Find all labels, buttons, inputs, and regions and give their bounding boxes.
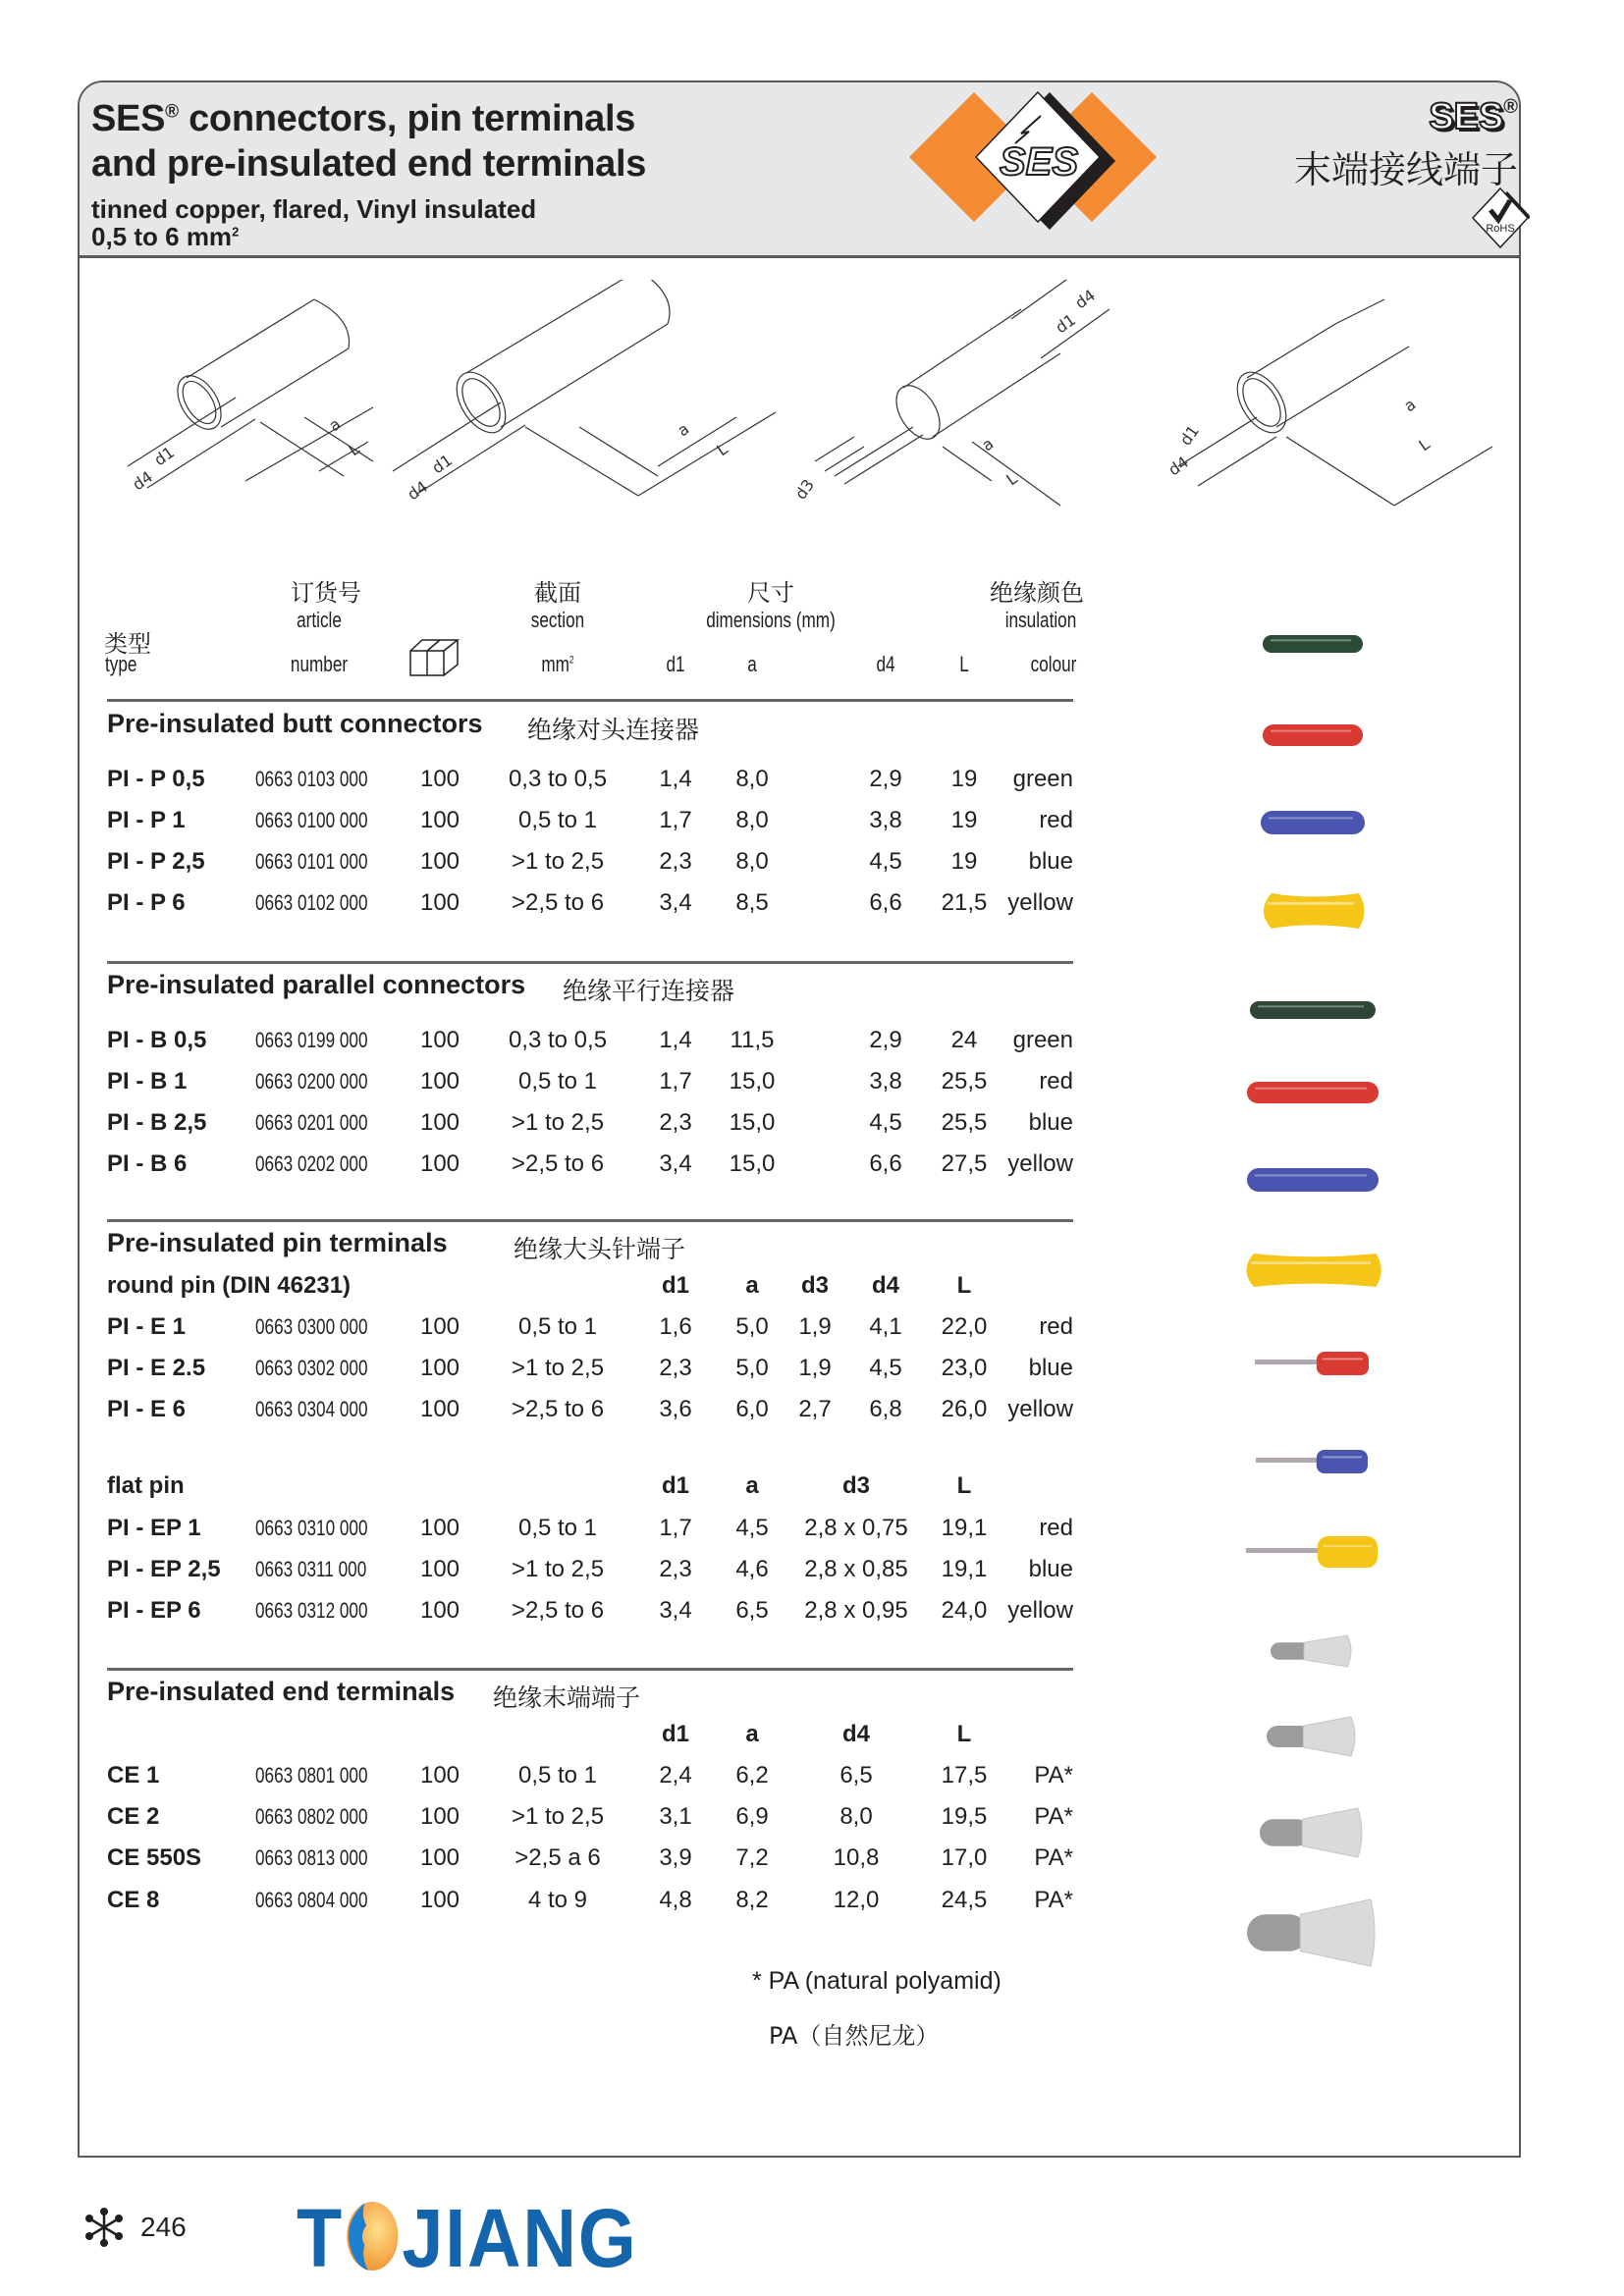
diagram-pin-terminal [791, 280, 1110, 506]
technical-drawings [88, 280, 1512, 535]
col-insulation: insulation [1004, 608, 1077, 632]
section-title-cn: 绝缘大头针端子 [514, 1236, 686, 1263]
cell-L: 19,5 [941, 1803, 988, 1830]
cell-section: >1 to 2,5 [511, 1556, 605, 1582]
footnote-cn: PA（自然尼龙） [769, 2022, 940, 2050]
cell-section: 0,3 to 0,5 [508, 766, 608, 792]
cell-qty: 100 [419, 1803, 460, 1830]
cell-d4: 3,8 [869, 807, 902, 833]
cell-L: 17,0 [941, 1844, 988, 1871]
cell-type: PI - B 6 [107, 1150, 188, 1177]
cell-a: 15,0 [729, 1068, 776, 1095]
cell-a: 15,0 [729, 1150, 776, 1177]
cell-d1: 1,7 [659, 807, 692, 833]
cell-d4: 4,1 [869, 1313, 902, 1340]
cell-qty: 100 [419, 1597, 460, 1624]
cell-d3: 1,9 [798, 1313, 832, 1340]
cell-a: 6,0 [735, 1396, 769, 1422]
globe-icon [346, 2200, 401, 2272]
cell-d4: 6,6 [869, 1150, 902, 1177]
col-insulation-cn: 绝缘颜色 [990, 580, 1084, 607]
subsection-flat-pin: flat pin [107, 1472, 185, 1499]
cell-L: 24,5 [941, 1887, 988, 1913]
cell-type: PI - E 6 [107, 1396, 187, 1422]
cell-d1: 2,3 [659, 1109, 692, 1136]
cell-L: 19,1 [941, 1515, 988, 1541]
section-title: Pre-insulated butt connectors [107, 709, 483, 738]
cell-type: PI - P 6 [107, 889, 186, 916]
divider [107, 1668, 1073, 1671]
page-title-line1: SES® connectors, pin terminals [91, 98, 636, 139]
cell-qty: 100 [419, 1844, 460, 1871]
ses-logo-text: SES [999, 140, 1079, 184]
cell-d1: 2,3 [659, 848, 692, 875]
cell-colour: red [1039, 807, 1073, 833]
page-title-line2: and pre-insulated end terminals [91, 143, 647, 185]
cell-article: 0663 0804 000 [255, 1888, 368, 1912]
col-type: type [105, 652, 137, 676]
end-terminal-ce550s-photo [1258, 1806, 1368, 1859]
svg-text:d3: d3 [790, 475, 818, 504]
cell-type: PI - E 1 [107, 1313, 187, 1340]
cell-L: 17,5 [941, 1762, 988, 1789]
section-title: Pre-insulated end terminals [107, 1677, 456, 1706]
cell-type: CE 550S [107, 1844, 202, 1871]
cell-qty: 100 [419, 1887, 460, 1913]
cell-a: 8,0 [735, 807, 769, 833]
cell-colour: yellow [1007, 1597, 1073, 1624]
subheader-d1: d1 [661, 1472, 690, 1499]
subheader-d3: d3 [841, 1472, 871, 1499]
diagram-parallel-connector [393, 280, 776, 504]
divider [107, 1219, 1073, 1222]
cell-section: 0,5 to 1 [517, 1762, 598, 1789]
cell-colour: yellow [1007, 1396, 1073, 1422]
svg-text:d4: d4 [1071, 286, 1099, 313]
subheader-a: a [745, 1721, 759, 1747]
cell-section: >1 to 2,5 [511, 1109, 605, 1136]
cell-d1: 1,6 [659, 1313, 692, 1340]
cell-article: 0663 0101 000 [255, 849, 368, 874]
cell-L: 25,5 [941, 1109, 988, 1136]
cell-d1: 3,4 [659, 889, 692, 916]
cell-L: 27,5 [941, 1150, 988, 1177]
cell-section: 0,5 to 1 [517, 807, 598, 833]
subheader-d4: d4 [841, 1721, 871, 1747]
cell-article: 0663 0311 000 [255, 1557, 367, 1581]
cell-type: PI - P 0,5 [107, 766, 205, 792]
cell-L: 21,5 [941, 889, 988, 916]
butt-connector-red-photo [1261, 722, 1365, 748]
cell-a: 4,6 [735, 1556, 769, 1582]
cell-d1: 2,3 [659, 1355, 692, 1381]
cell-qty: 100 [419, 1313, 460, 1340]
cell-article: 0663 0801 000 [255, 1763, 368, 1788]
svg-text:a: a [674, 419, 693, 441]
cell-colour: PA* [1034, 1844, 1073, 1871]
cell-section: >2,5 to 6 [511, 1150, 605, 1177]
cell-article: 0663 0200 000 [255, 1069, 368, 1094]
cell-a: 15,0 [729, 1109, 776, 1136]
cell-type: PI - P 2,5 [107, 848, 205, 875]
svg-text:a: a [978, 434, 998, 455]
cell-d1: 1,4 [659, 766, 692, 792]
cell-article: 0663 0102 000 [255, 890, 368, 915]
cell-d4: 4,5 [869, 1355, 902, 1381]
cell-d1: 3,1 [659, 1803, 692, 1830]
parallel-connector-green-photo [1248, 999, 1378, 1021]
butt-connector-blue-photo [1259, 809, 1367, 836]
cell-d4: 12,0 [833, 1887, 880, 1913]
section-title-cn: 绝缘末端端子 [493, 1684, 641, 1712]
cell-qty: 100 [419, 1396, 460, 1422]
subheader-d1: d1 [661, 1272, 690, 1299]
page-number: 246 [140, 2212, 187, 2242]
cell-article: 0663 0199 000 [255, 1028, 368, 1052]
col-a: a [747, 652, 757, 676]
col-number: number [290, 652, 349, 676]
cell-colour: red [1039, 1515, 1073, 1541]
cell-type: PI - EP 6 [107, 1597, 201, 1624]
cell-type: PI - P 1 [107, 807, 186, 833]
cell-d4: 3,8 [869, 1068, 902, 1095]
cell-d1: 2,4 [659, 1762, 692, 1789]
cell-section: >2,5 to 6 [511, 889, 605, 916]
cell-colour: blue [1028, 1109, 1073, 1136]
col-L: L [959, 652, 969, 676]
cell-d4: 4,5 [869, 848, 902, 875]
col-type-cn: 类型 [104, 631, 151, 658]
subheader-L: L [956, 1721, 972, 1747]
page-subtitle: tinned copper, flared, Vinyl insulated [91, 194, 537, 224]
cell-a: 5,0 [735, 1313, 769, 1340]
cell-d3: 2,8 x 0,95 [804, 1597, 908, 1624]
cell-article: 0663 0302 000 [255, 1356, 368, 1380]
cell-article: 0663 0202 000 [255, 1151, 368, 1176]
cell-colour: blue [1028, 1556, 1073, 1582]
butt-connector-yellow-photo [1254, 891, 1372, 931]
cell-section: >1 to 2,5 [511, 1355, 605, 1381]
cell-d1: 4,8 [659, 1887, 692, 1913]
cell-a: 8,2 [735, 1887, 769, 1913]
diagram-butt-connector [128, 299, 373, 494]
end-terminal-ce1-photo [1269, 1633, 1357, 1669]
cell-d3: 2,8 x 0,85 [804, 1556, 908, 1582]
cell-d4: 10,8 [833, 1844, 880, 1871]
cell-d1: 3,9 [659, 1844, 692, 1871]
cell-a: 8,0 [735, 848, 769, 875]
cell-a: 6,9 [735, 1803, 769, 1830]
cell-qty: 100 [419, 1515, 460, 1541]
cell-qty: 100 [419, 1068, 460, 1095]
cell-d3: 2,7 [798, 1396, 832, 1422]
svg-text:d4: d4 [404, 477, 431, 505]
cell-type: PI - EP 2,5 [107, 1556, 221, 1582]
cell-a: 11,5 [730, 1027, 775, 1053]
cell-L: 24 [950, 1027, 978, 1053]
section-title-cn: 绝缘平行连接器 [563, 978, 735, 1005]
cell-section: 0,3 to 0,5 [508, 1027, 608, 1053]
diagram-end-terminal [1164, 299, 1492, 506]
svg-text:d4: d4 [1164, 453, 1192, 480]
cell-L: 19 [950, 766, 978, 792]
divider [107, 961, 1073, 964]
cell-article: 0663 0802 000 [255, 1804, 368, 1829]
col-dims-cn: 尺寸 [747, 580, 794, 607]
cell-section: >2,5 to 6 [511, 1396, 605, 1422]
chinese-title: 末端接线端子 [1293, 150, 1518, 191]
cell-d3: 1,9 [798, 1355, 832, 1381]
subheader-L: L [956, 1272, 972, 1299]
cell-d4: 2,9 [869, 766, 902, 792]
round-pin-red-photo [1253, 1350, 1373, 1377]
cell-d1: 1,7 [659, 1515, 692, 1541]
cell-colour: red [1039, 1068, 1073, 1095]
cell-a: 7,2 [735, 1844, 769, 1871]
col-section-unit: $mm^2$ [541, 652, 574, 676]
ses-brand-mark: SES® [1429, 96, 1518, 137]
cell-a: 5,0 [735, 1355, 769, 1381]
cell-section: >2,5 a 6 [514, 1844, 601, 1871]
cell-L: 25,5 [941, 1068, 988, 1095]
cell-d4: 6,6 [869, 889, 902, 916]
tojiang-logo: T JIANG [297, 2192, 638, 2284]
cell-d4: 2,9 [869, 1027, 902, 1053]
subheader-d3: d3 [800, 1272, 830, 1299]
cell-L: 23,0 [941, 1355, 988, 1381]
cell-a: 8,5 [735, 889, 769, 916]
cell-colour: blue [1028, 1355, 1073, 1381]
divider [107, 699, 1073, 702]
cell-section: 0,5 to 1 [517, 1068, 598, 1095]
cell-type: PI - EP 1 [107, 1515, 201, 1541]
section-title-cn: 绝缘对头连接器 [527, 717, 700, 744]
round-pin-yellow-photo [1244, 1534, 1381, 1570]
cell-colour: blue [1028, 848, 1073, 875]
cell-type: PI - E 2.5 [107, 1355, 206, 1381]
col-d1: d1 [666, 652, 685, 676]
cell-d1: 1,7 [659, 1068, 692, 1095]
cell-article: 0663 0304 000 [255, 1397, 368, 1421]
cell-colour: yellow [1007, 1150, 1073, 1177]
cell-L: 19 [950, 848, 978, 875]
cell-L: 19,1 [941, 1556, 988, 1582]
cell-a: 6,2 [735, 1762, 769, 1789]
svg-text:L: L [713, 439, 731, 460]
cell-article: 0663 0300 000 [255, 1314, 368, 1339]
cell-d1: 3,6 [659, 1396, 692, 1422]
cell-article: 0663 0312 000 [255, 1598, 368, 1623]
cell-qty: 100 [419, 889, 460, 916]
cell-section: >1 to 2,5 [511, 848, 605, 875]
cell-type: PI - B 0,5 [107, 1027, 207, 1053]
subheader-a: a [745, 1472, 759, 1499]
col-article: article [297, 608, 342, 632]
svg-text:RoHS: RoHS [1486, 223, 1515, 235]
butt-connector-green-photo [1261, 633, 1365, 655]
cell-L: 19 [950, 807, 978, 833]
col-section: section [530, 608, 585, 632]
subheader-a: a [745, 1272, 759, 1299]
cell-L: 24,0 [941, 1597, 988, 1624]
cell-type: PI - B 2,5 [107, 1109, 207, 1136]
size-range: 0,5 to 6 $mm^2$ [91, 222, 240, 251]
cell-d1: 1,4 [659, 1027, 692, 1053]
col-d4: d4 [876, 652, 895, 676]
end-terminal-ce2-photo [1265, 1715, 1361, 1758]
cell-colour: PA* [1034, 1762, 1073, 1789]
cell-d4: 6,5 [839, 1762, 873, 1789]
cell-colour: PA* [1034, 1887, 1073, 1913]
cell-d3: 2,8 x 0,75 [804, 1515, 908, 1541]
cell-L: 22,0 [941, 1313, 988, 1340]
cell-d4: 8,0 [839, 1803, 873, 1830]
cell-article: 0663 0201 000 [255, 1110, 368, 1135]
svg-text:L: L [345, 439, 363, 460]
cell-section: >1 to 2,5 [511, 1803, 605, 1830]
cell-colour: PA* [1034, 1803, 1073, 1830]
svg-text:d1: d1 [150, 443, 178, 470]
cell-type: CE 1 [107, 1762, 160, 1789]
parallel-connector-blue-photo [1245, 1166, 1380, 1194]
col-section-cn: 截面 [534, 580, 581, 607]
cell-section: 4 to 9 [527, 1887, 588, 1913]
cell-qty: 100 [419, 1109, 460, 1136]
cell-L: 26,0 [941, 1396, 988, 1422]
parallel-connector-red-photo [1245, 1080, 1380, 1105]
svg-text:d1: d1 [1175, 421, 1203, 450]
svg-text:a: a [325, 414, 345, 436]
cell-article: 0663 0310 000 [255, 1516, 368, 1540]
cell-qty: 100 [419, 1556, 460, 1582]
cell-qty: 100 [419, 807, 460, 833]
parallel-connector-yellow-photo [1237, 1252, 1388, 1289]
col-colour: colour [1030, 652, 1077, 676]
col-dims: dimensions (mm) [706, 608, 836, 632]
cell-qty: 100 [419, 1762, 460, 1789]
cell-qty: 100 [419, 766, 460, 792]
cell-a: 6,5 [735, 1597, 769, 1624]
cell-a: 8,0 [735, 766, 769, 792]
svg-text:d1: d1 [1052, 310, 1079, 338]
svg-text:L: L [1002, 468, 1021, 490]
cell-d1: 2,3 [659, 1556, 692, 1582]
cell-article: 0663 0813 000 [255, 1845, 368, 1870]
box-quantity-icon [408, 638, 461, 677]
cell-type: PI - B 1 [107, 1068, 188, 1095]
cell-colour: green [1012, 1027, 1073, 1053]
cell-qty: 100 [419, 848, 460, 875]
svg-text:d1: d1 [428, 451, 456, 478]
cell-article: 0663 0103 000 [255, 767, 368, 791]
end-terminal-ce8-photo [1245, 1897, 1380, 1968]
col-article-cn: 订货号 [291, 580, 361, 607]
cell-colour: green [1012, 766, 1073, 792]
cell-d4: 6,8 [869, 1396, 902, 1422]
cell-article: 0663 0100 000 [255, 808, 368, 832]
footnote: * PA (natural polyamid) [752, 1967, 1001, 1995]
cell-type: CE 8 [107, 1887, 160, 1913]
ses-logo [895, 88, 1170, 236]
cell-d4: 4,5 [869, 1109, 902, 1136]
subsection-round-pin: round pin (DIN 46231) [107, 1272, 352, 1299]
cell-d1: 3,4 [659, 1597, 692, 1624]
section-title: Pre-insulated pin terminals [107, 1228, 448, 1257]
cell-type: CE 2 [107, 1803, 160, 1830]
subheader-L: L [956, 1472, 972, 1499]
svg-text:a: a [1400, 395, 1420, 416]
section-title: Pre-insulated parallel connectors [107, 970, 526, 999]
cell-section: 0,5 to 1 [517, 1515, 598, 1541]
svg-text:d4: d4 [129, 467, 156, 495]
cell-qty: 100 [419, 1355, 460, 1381]
cell-section: >2,5 to 6 [511, 1597, 605, 1624]
cell-a: 4,5 [735, 1515, 769, 1541]
cell-d1: 3,4 [659, 1150, 692, 1177]
asterisk-icon [84, 2208, 124, 2247]
cell-section: 0,5 to 1 [517, 1313, 598, 1340]
cell-colour: yellow [1007, 889, 1073, 916]
cell-qty: 100 [419, 1027, 460, 1053]
rohs-icon [1471, 187, 1530, 249]
cell-qty: 100 [419, 1150, 460, 1177]
subheader-d4: d4 [871, 1272, 900, 1299]
svg-text:L: L [1415, 434, 1434, 455]
cell-colour: red [1039, 1313, 1073, 1340]
round-pin-blue-photo [1254, 1448, 1372, 1475]
subheader-d1: d1 [661, 1721, 690, 1747]
